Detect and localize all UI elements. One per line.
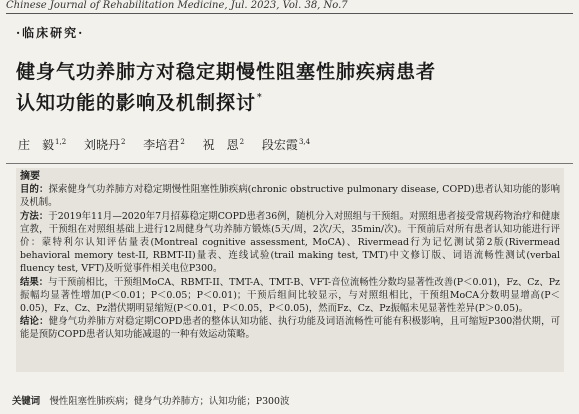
abstract-results: 结果：与干预前相比，干预组MoCA、RBMT-II、TMT-A、TMT-B、VFT-音位流畅性分数均显著性改善(P＜0.01)，Fz、Cz、Pz振幅均显著性增加(P＜0.01；P＜0.05；P＜0.01)；干预后组间比较显示，与对照组相比，干预组MoCA分数明显增高(P＜0.05)，Fz、Cz、Pz潜伏期明显缩短(P＜0.01，P＜0.05，P＜0.05)，然而Fz、Cz、Pz振幅未见显著性差异(P＞0.05)。	[20, 276, 560, 315]
author: 段宏霞$^{3,4}$	[261, 138, 311, 152]
article-title-line2	[16, 88, 556, 115]
title-footnote-mark: *	[257, 93, 263, 103]
abstract-heading: 摘要	[20, 171, 40, 182]
abstract-methods: 方法：于2019年11月—2020年7月招募稳定期COPD患者36例，随机分入对照组与干预组。对照组患者接受常规药物治疗和健康宣教，干预组在对照组基础上进行12周健身气功养肺方锻炼(5天/周，2次/天，35min/次)。干预前后对所有患者认知功能进行评价：蒙特利尔认知评估量表(Montreal cognitive assessment, MoCA)、Rivermead行为记忆测试第2版(Rivermead behavioral memory test-II, RBMT-II)量表、连线试验(trail making test, TMT)中文修订版、词语流畅性测试(verbal fluency test, VFT)及听觉事件相关电位P300。	[20, 210, 560, 275]
title-text-2: 认知功能的影响及机制探讨	[16, 92, 257, 114]
author: 庄 毅$^{1,2}$	[18, 138, 67, 152]
keywords-text: 慢性阻塞性肺疾病；健身气功养肺方；认知功能；P300波	[49, 396, 290, 407]
abstract-block	[16, 168, 564, 372]
abstract-conclusion: 结论：健身气功养肺方对稳定期COPD患者的整体认知功能、执行功能及词语流畅性可能有积极影响，且可缩短P300潜伏期，可能是预防COPD患者认知功能减退的一种有效运动策略。	[20, 316, 560, 341]
keywords	[12, 395, 289, 408]
author: 刘晓丹$^2$	[83, 138, 126, 152]
author: 李培君$^2$	[143, 138, 185, 152]
authors-rule	[6, 163, 573, 164]
section-label: ·临床研究·	[16, 26, 85, 40]
article-title-line1	[16, 57, 556, 84]
journal-header: Chinese Journal of Rehabilitation Medicine, Jul. 2023, Vol. 38, No.7	[6, 0, 348, 11]
abstract-objective: 目的：探索健身气功养肺方对稳定期慢性阻塞性肺疾病(chronic obstructive pulmonary disease, COPD)患者认知功能的影响及机制。	[20, 184, 560, 209]
keywords-label: 关键词	[12, 396, 41, 407]
author: 祝 恩$^2$	[202, 138, 245, 152]
header-rule	[6, 13, 573, 14]
author-list	[18, 136, 324, 153]
title-text-1: 健身气功养肺方对稳定期慢性阻塞性肺疾病患者	[16, 61, 437, 83]
